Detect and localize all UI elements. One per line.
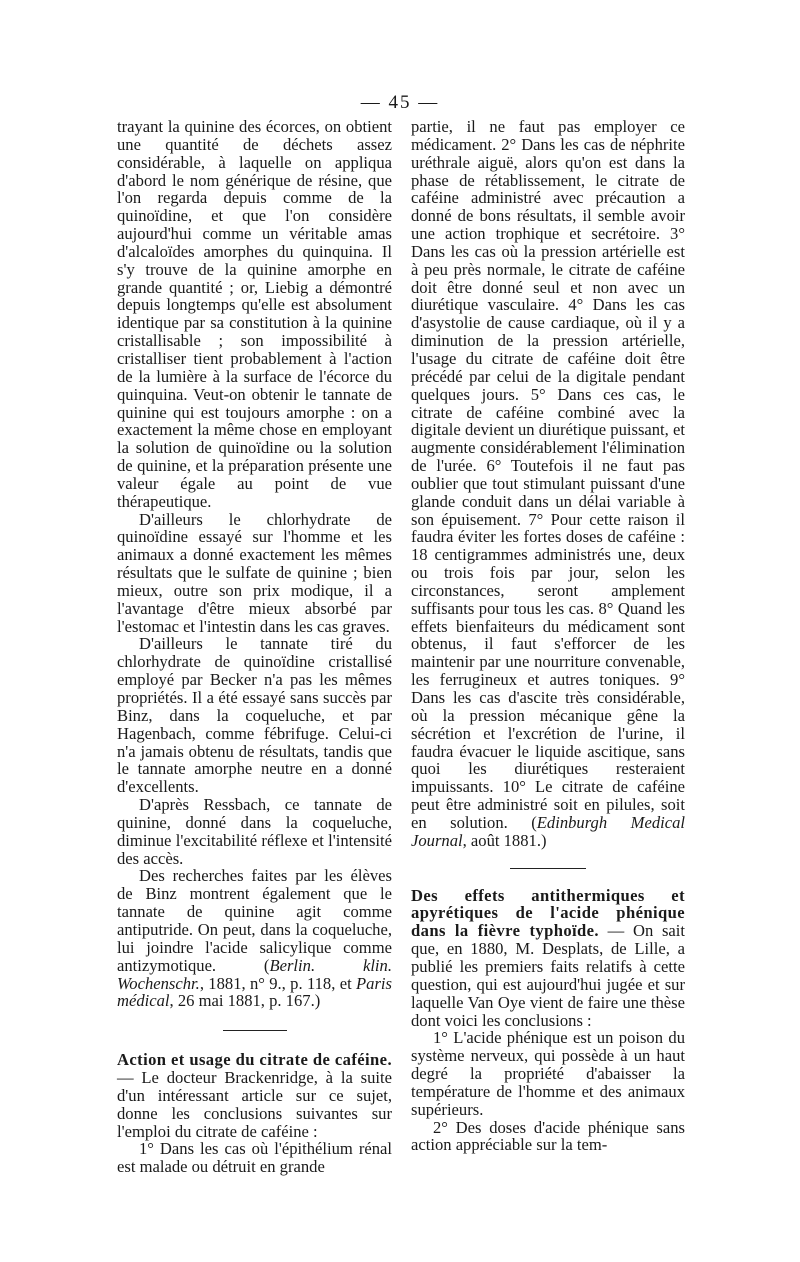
left-paragraph-5-end: , 26 mai 1881, p. 167.): [169, 991, 321, 1011]
right-paragraph-1-text: partie, il ne faut pas employer ce médicament. 2° Dans les cas de néphrite uréthrale aiguë, alors qu'on est dans la phase de rétablissement, le citrate de caféine administré avec précaution a donné de bons résultats, il semble avoir une action trophique et secrétoire. 3° Dans les cas où la pression artérielle est à peu près normale, le citrate de caféine doit être donné seul et non avec un diurétique vasculaire. 4° Dans les cas d'asystolie de cause cardiaque, où il y a diminution de la pression artérielle, l'usage du citrate de caféine doit être précédé par celui de la digitale pendant quelques jours. 5° Dans ces cas, le citrate de caféine combiné avec la digitale devient un diurétique puissant, et augmente considérablement l'élimination de l'urée. 6° Toutefois il ne faut pas oublier que tout stimulant puissant d'une glande conduit dans un délai variable à son épuisement. 7° Pour cette raison il faudra éviter les fortes doses de caféine : 18 centigrammes administrés une, deux ou trois fois par jour, selon les circonstances, seront amplement suffisants pour tous les cas. 8° Quand les effets bienfaiteurs du médicament sont obtenus, il faut s'efforcer de les maintenir par une nourriture convenable, les ferrugineux et autres toniques. 9° Dans les cas d'ascite très considérable, où la pression mécanique gêne la sécrétion et l'excrétion de l'urine, il faudra évacuer le liquide ascitique, sans quoi les diurétiques resteraient impuissants. 10° Le citrate de caféine peut être administré soit en pilules, soit en solution. (: [411, 117, 685, 832]
left-column: [117, 118, 392, 1176]
right-paragraph-1-end: , août 1881.): [462, 830, 547, 850]
right-paragraph-2: 1° L'acide phénique est un poison du système nerveux, qui possède à un haut degré la propriété d'abaisser la température de l'homme et des animaux supérieurs.: [411, 1028, 685, 1119]
section-caffeine-title: Action et usage du citrate de caféine.: [117, 1050, 392, 1070]
section-divider-right: [510, 868, 586, 869]
section-caffeine: [117, 1051, 392, 1140]
left-paragraph-4: D'après Ressbach, ce tannate de quinine, donné dans la coqueluche, diminue l'excitabilité réflexe et l'intensité des accès.: [117, 795, 392, 868]
left-paragraph-5-text: Des recherches faites par les élèves de Binz montrent également que le tannate de quinine agit comme antiputride. On peut, dans la coqueluche, lui joindre l'acide salicylique comme antizymotique. (: [117, 866, 392, 975]
page-number: — 45 —: [360, 92, 440, 113]
section-phenic-acid-title: Des effets antithermiques et apyrétiques de l'acide phénique dans la fièvre typhoïde.: [411, 885, 685, 941]
section-divider-left: [223, 1030, 287, 1031]
left-paragraph-3: D'ailleurs le tannate tiré du chlorhydrate de quinoïdine cristallisé employé par Becker n'a pas les mêmes propriétés. Il a été essayé sans succès par Binz, dans la coqueluche, et par Hagenbach, comme fébrifuge. Celui-ci n'a jamais obtenu de résultats, tandis que le tannate amorphe neutre en a donné d'excellents.: [117, 634, 392, 797]
right-paragraph-1: [411, 118, 685, 850]
left-paragraph-6: 1° Dans les cas où l'épithélium rénal est malade ou détruit en grande: [117, 1139, 392, 1177]
left-paragraph-1: trayant la quinine des écorces, on obtient une quantité de déchets assez considérable, à laquelle on appliqua d'abord le nom générique de résine, que l'on regarda depuis comme de la quinoïdine, et que l'on considère aujourd'hui comme un véritable amas d'alcaloïdes amorphes du quinquina. Il s'y trouve de la quinine amorphe en grande quantité ; or, Liebig a démontré depuis longtemps qu'elle est absolument identique par sa constitution à la quinine cristallisable ; son impossibilité à cristalliser tient probablement à l'action de la lumière à la surface de l'écorce du quinquina. Veut-on obtenir le tannate de quinine qui est toujours amorphe : on a exactement la même chose en employant la solution de quinoïdine ou la solution de quinine, et la préparation présente une valeur égale au point de vue thérapeutique.: [117, 117, 392, 511]
left-paragraph-2: D'ailleurs le chlorhydrate de quinoïdine essayé sur l'homme et les animaux a donné exactement les mêmes résultats que le sulfate de quinine ; bien mieux, outre son prix modique, il a l'avantage d'être mieux absorbé par l'estomac et l'intestin dans les cas graves.: [117, 509, 392, 636]
right-column: [411, 118, 685, 1154]
left-paragraph-5-mid: , 1881, n° 9., p. 118, et: [199, 973, 357, 993]
left-paragraph-5: [117, 867, 392, 1010]
section-phenic-acid-intro: — On sait que, en 1880, M. Desplats, de Lille, a publié les premiers faits relatifs à cette question, qui est aujourd'hui jugée et sur laquelle Van Oye vient de faire une thèse dont voici les conclusions :: [411, 921, 685, 1030]
citation-paris-medical: Paris médical: [117, 973, 392, 1011]
section-caffeine-intro: — Le docteur Brackenridge, à la suite d'un intéressant article sur ce sujet, donne les conclusions suivantes sur l'emploi du citrate de caféine :: [117, 1068, 392, 1141]
right-paragraph-3: 2° Des doses d'acide phénique sans action appréciable sur la tem-: [411, 1117, 685, 1155]
citation-edinburgh: Edinburgh Medical Journal: [411, 812, 685, 850]
citation-berlin-klin: Berlin. klin. Wochenschr.: [117, 955, 392, 993]
section-phenic-acid: [411, 887, 685, 1030]
